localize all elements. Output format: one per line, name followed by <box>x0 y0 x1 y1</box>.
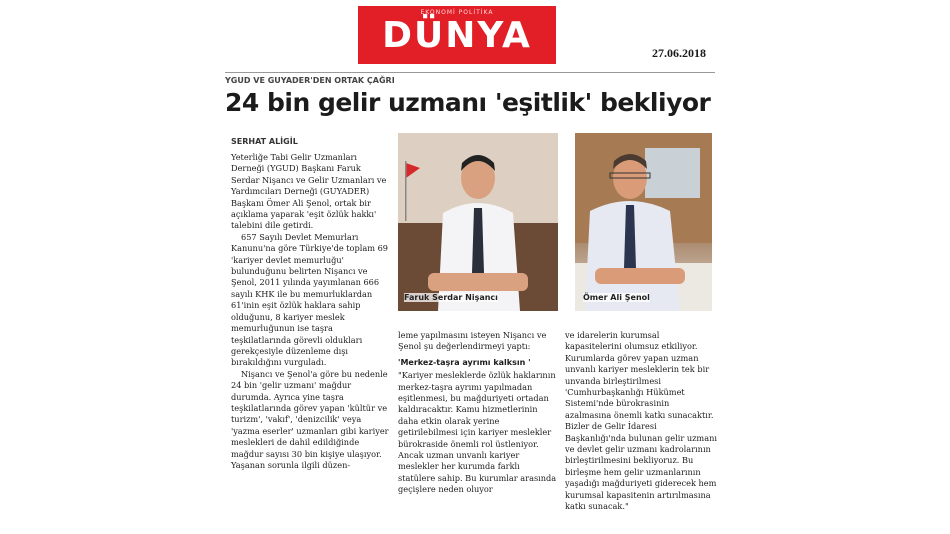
article-subheading: 'Merkez-taşra ayrımı kalksın ' <box>398 357 531 367</box>
portrait-illustration <box>575 133 712 311</box>
photo-caption-1: Faruk Serdar Nişancı <box>404 293 498 302</box>
portrait-illustration <box>398 133 558 311</box>
paragraph: leme yapılmasını isteyen Nişancı ve Şenol şu değerlendirmeyi yaptı: <box>398 330 547 352</box>
photo-caption-2: Ömer Ali Şenol <box>583 293 650 302</box>
photo-omer-ali-senol <box>575 133 712 311</box>
photo-faruk-serdar-nisanci <box>398 133 558 311</box>
article-kicker: YGUD VE GUYADER'DEN ORTAK ÇAĞRI <box>225 76 395 85</box>
article-column-2 <box>398 330 558 496</box>
article-headline: 24 bin gelir uzmanı 'eşitlik' bekliyor <box>225 88 711 117</box>
paragraph: Nişancı ve Şenol'a göre bu nedenle 24 bin 'gelir uzmanı' mağdur durumda. Ayrıca yine taşra teşkilatlarında görev yapan 'kültür ve turizm', 'vakıf', 'denizcilik' veya 'yazma eserler' uzmanları gibi kariyer meslekleri de dahil edildiğinde mağdur sayısı 30 bin kişiye ulaşıyor. Yaşanan sorunla ilgili düzen- <box>231 368 389 470</box>
article-byline: SERHAT ALİGİL <box>231 137 298 146</box>
masthead-logo <box>358 6 556 64</box>
paragraph: ve idarelerin kurumsal kapasitelerini olumsuz etkiliyor. Kurumlarda görev yapan uzman unvanlı kariyer mesleklerin tek bir unvanda birleştirilmesi 'Cumhurbaşkanlığı Hükümet Sistemi'nde bürokrasinin azalmasına önemli katkı sunacaktır. Bizler de Gelir İdaresi Başkanlığı'nda bulunan gelir uzmanı ve devlet gelir uzmanı kadrolarının birleştirilmesini bekliyoruz. Bu birleşme hem gelir uzmanlarının yaşadığı mağduriyeti giderecek hem kurumsal kapasitenin artırılmasına katkı sunacak." <box>565 330 717 512</box>
article-column-1 <box>231 152 391 471</box>
article-column-3 <box>565 330 717 513</box>
paragraph: Yeterliğe Tabi Gelir Uzmanları Derneği (YGUD) Başkanı Faruk Serdar Nişancı ve Gelir Uzmanları ve Yardımcıları Derneği (GUYADER) Başkanı Ömer Ali Şenol, ortak bir açıklama yaparak 'eşit özlük hakkı' talebini dile getirdi. <box>231 152 387 231</box>
top-divider <box>225 72 715 73</box>
paragraph: 657 Sayılı Devlet Memurları Kanunu'na göre Türkiye'de toplam 69 'kariyer devlet memurluğu' bulunduğunu belirten Nişancı ve Şenol, 2011 yılında yayımlanan 666 sayılı KHK ile bu memurluklardan 61'inin eşit özlük haklara sahip olduğunu, 8 kariyer meslek memurluğunun ise taşra teşkilatlarında görevli oldukları gerekçesiyle düzenleme dışı bırakıldığını vurguladı. <box>231 231 389 368</box>
paragraph: "Kariyer mesleklerde özlük haklarının merkez-taşra ayrımı yapılmadan eşitlenmesi, bu mağduriyeti ortadan kaldıracaktır. Kamu hizmetlerinin daha etkin olarak yerine getirilebilmesi için kariyer meslekler bürokraside önemli rol üstleniyor. Ancak uzman unvanlı kariyer meslekler her kurumda farklı statülere sahip. Bu kurumlar arasında geçişlere neden oluyor <box>398 370 557 495</box>
publication-date: 27.06.2018 <box>652 46 706 60</box>
masthead-title: DÜNYA <box>382 15 532 56</box>
masthead-subtitle: EKONOMİ POLİTİKA <box>420 9 494 16</box>
